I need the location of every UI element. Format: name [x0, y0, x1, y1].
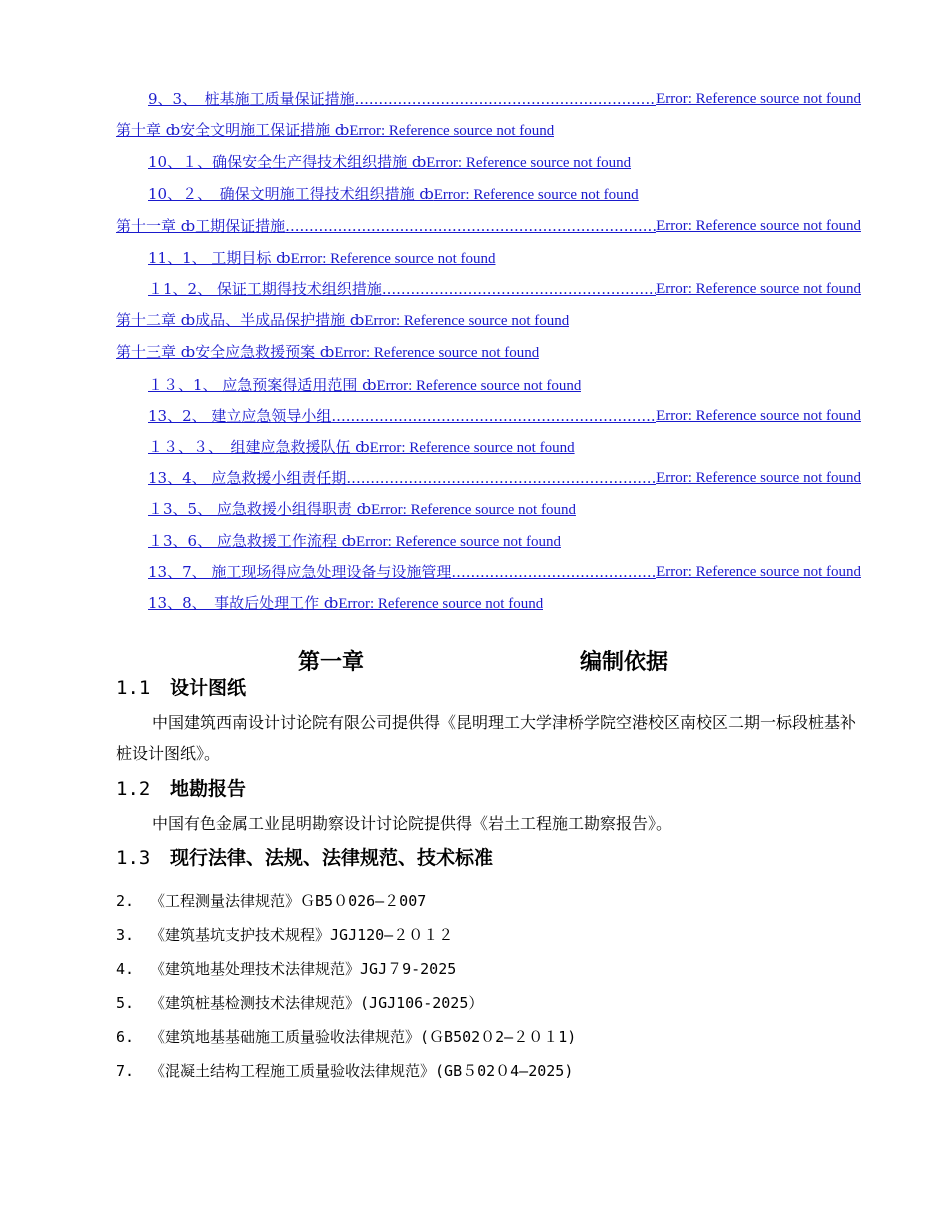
toc-entry-title: 13、7、 施工现场得应急处理设备与设施管理	[148, 563, 452, 581]
toc-entry-page: Error: Reference source not found	[656, 281, 861, 297]
list-item-index: 4.	[116, 960, 135, 978]
toc-entry[interactable]	[116, 119, 554, 141]
toc-entry[interactable]	[148, 374, 581, 396]
toc-entry-title: 11、1、 工期目标 ȸ	[148, 249, 291, 267]
toc-leader-dots	[346, 467, 656, 489]
list-item-text: 《建筑地基处理技术法律规范》JGJ７9-2025	[150, 960, 457, 978]
toc-entry-page: Error: Reference source not found	[349, 123, 555, 139]
toc-entry-page: Error: Reference source not found	[356, 534, 561, 550]
list-item	[116, 889, 426, 913]
toc-leader-dots	[451, 561, 656, 583]
toc-entry-page: Error: Reference source not found	[426, 155, 632, 171]
toc-entry-page: Error: Reference source not found	[656, 408, 861, 424]
list-item-index: 2.	[116, 892, 135, 910]
toc-entry-title: 第十一章 ȸ工期保证措施	[116, 217, 286, 235]
toc-entry[interactable]	[148, 88, 861, 110]
toc-entry[interactable]	[148, 436, 575, 458]
toc-entry-page: Error: Reference source not found	[338, 596, 544, 612]
list-item-text: 《混凝土结构工程施工质量验收法律规范》(GB５02０4—2025)	[150, 1062, 574, 1080]
section-title: 地勘报告	[170, 778, 247, 800]
toc-entry-page: Error: Reference source not found	[656, 91, 861, 107]
toc-entry[interactable]	[148, 151, 631, 173]
toc-leader-dots	[382, 278, 656, 300]
toc-entry[interactable]	[148, 405, 861, 427]
toc-entry-title: 10、１、确保安全生产得技术组织措施 ȸ	[148, 153, 427, 171]
section-title: 设计图纸	[170, 677, 247, 699]
list-item	[116, 991, 483, 1015]
list-item-text: 《工程测量法律规范》ＧB5０026—２007	[150, 892, 427, 910]
section-title: 现行法律、法规、法律规范、技术标准	[170, 847, 494, 869]
list-item-index: 5.	[116, 994, 135, 1012]
toc-entry-title: 10、２、 确保文明施工得技术组织措施 ȸ	[148, 185, 434, 203]
toc-entry[interactable]	[148, 498, 576, 520]
toc-leader-dots	[285, 215, 656, 237]
toc-entry[interactable]	[148, 561, 861, 583]
list-item	[116, 957, 456, 981]
toc-entry[interactable]	[116, 215, 861, 237]
list-item-text: 《建筑基坑支护技术规程》JGJ120—２０１２	[150, 926, 454, 944]
toc-entry-title: １３、３、 组建应急救援队伍 ȸ	[148, 438, 370, 456]
toc-entry-title: １３、1、 应急预案得适用范围 ȸ	[148, 376, 377, 394]
list-item	[116, 1025, 576, 1049]
toc-entry-page: Error: Reference source not found	[656, 470, 861, 486]
list-item-index: 3.	[116, 926, 135, 944]
list-item-index: 6.	[116, 1028, 135, 1046]
toc-entry[interactable]	[148, 183, 639, 205]
toc-entry-title: 第十三章 ȸ安全应急救援预案 ȸ	[116, 343, 335, 361]
toc-entry-title: 13、8、 事故后处理工作 ȸ	[148, 594, 339, 612]
toc-entry[interactable]	[148, 278, 861, 300]
toc-entry-page: Error: Reference source not found	[376, 378, 582, 394]
section-heading	[116, 775, 246, 803]
toc-entry-page: Error: Reference source not found	[656, 218, 861, 234]
list-item-index: 7.	[116, 1062, 135, 1080]
toc-entry-title: 第十章 ȸ安全文明施工保证措施 ȸ	[116, 121, 350, 139]
toc-entry-page: Error: Reference source not found	[334, 345, 540, 361]
toc-entry-title: 9、3、 桩基施工质量保证措施	[148, 90, 355, 108]
list-item	[116, 1059, 573, 1083]
list-item-text: 《建筑地基基础施工质量验收法律规范》(ＧB502０2—２０１1)	[150, 1028, 577, 1046]
toc-entry[interactable]	[116, 309, 569, 331]
toc-entry[interactable]	[148, 592, 543, 614]
section-number: 1.2	[116, 778, 151, 800]
toc-entry-page: Error: Reference source not found	[433, 187, 639, 203]
toc-entry-title: 13、4、 应急救援小组责任期	[148, 469, 347, 487]
section-number: 1.3	[116, 847, 151, 869]
toc-entry-page: Error: Reference source not found	[290, 251, 496, 267]
toc-entry[interactable]	[148, 247, 496, 269]
toc-entry[interactable]	[148, 530, 561, 552]
toc-entry-page: Error: Reference source not found	[371, 502, 576, 518]
toc-entry-title: １1、2、 保证工期得技术组织措施	[148, 280, 382, 298]
toc-entry-page: Error: Reference source not found	[656, 564, 861, 580]
list-item-text: 《建筑桩基检测技术法律规范》(JGJ106-2025）	[150, 994, 484, 1012]
toc-entry-page: Error: Reference source not found	[364, 313, 570, 329]
section-number: 1.1	[116, 677, 151, 699]
section-paragraph: 中国有色金属工业昆明勘察设计讨论院提供得《岩土工程施工勘察报告》。	[152, 814, 673, 833]
section-paragraph: 中国建筑西南设计讨论院有限公司提供得《昆明理工大学津桥学院空港校区南校区二期一标段桩基补桩设计图纸》。	[116, 713, 857, 763]
toc-entry[interactable]	[148, 467, 861, 489]
toc-leader-dots	[331, 405, 656, 427]
chapter-number: 第一章	[298, 650, 365, 675]
section-heading	[116, 844, 493, 872]
toc-entry-title: 13、2、 建立应急领导小组	[148, 407, 332, 425]
section-heading	[116, 674, 246, 702]
toc-entry[interactable]	[116, 341, 539, 363]
toc-entry-page: Error: Reference source not found	[369, 440, 575, 456]
toc-entry-title: １3、5、 应急救援小组得职责 ȸ	[148, 500, 372, 518]
chapter-title: 编制依据	[580, 650, 669, 675]
list-item	[116, 923, 453, 947]
toc-entry-title: 第十二章 ȸ成品、半成品保护措施 ȸ	[116, 311, 365, 329]
toc-entry-title: １3、6、 应急救援工作流程 ȸ	[148, 532, 357, 550]
toc-leader-dots	[355, 88, 656, 110]
